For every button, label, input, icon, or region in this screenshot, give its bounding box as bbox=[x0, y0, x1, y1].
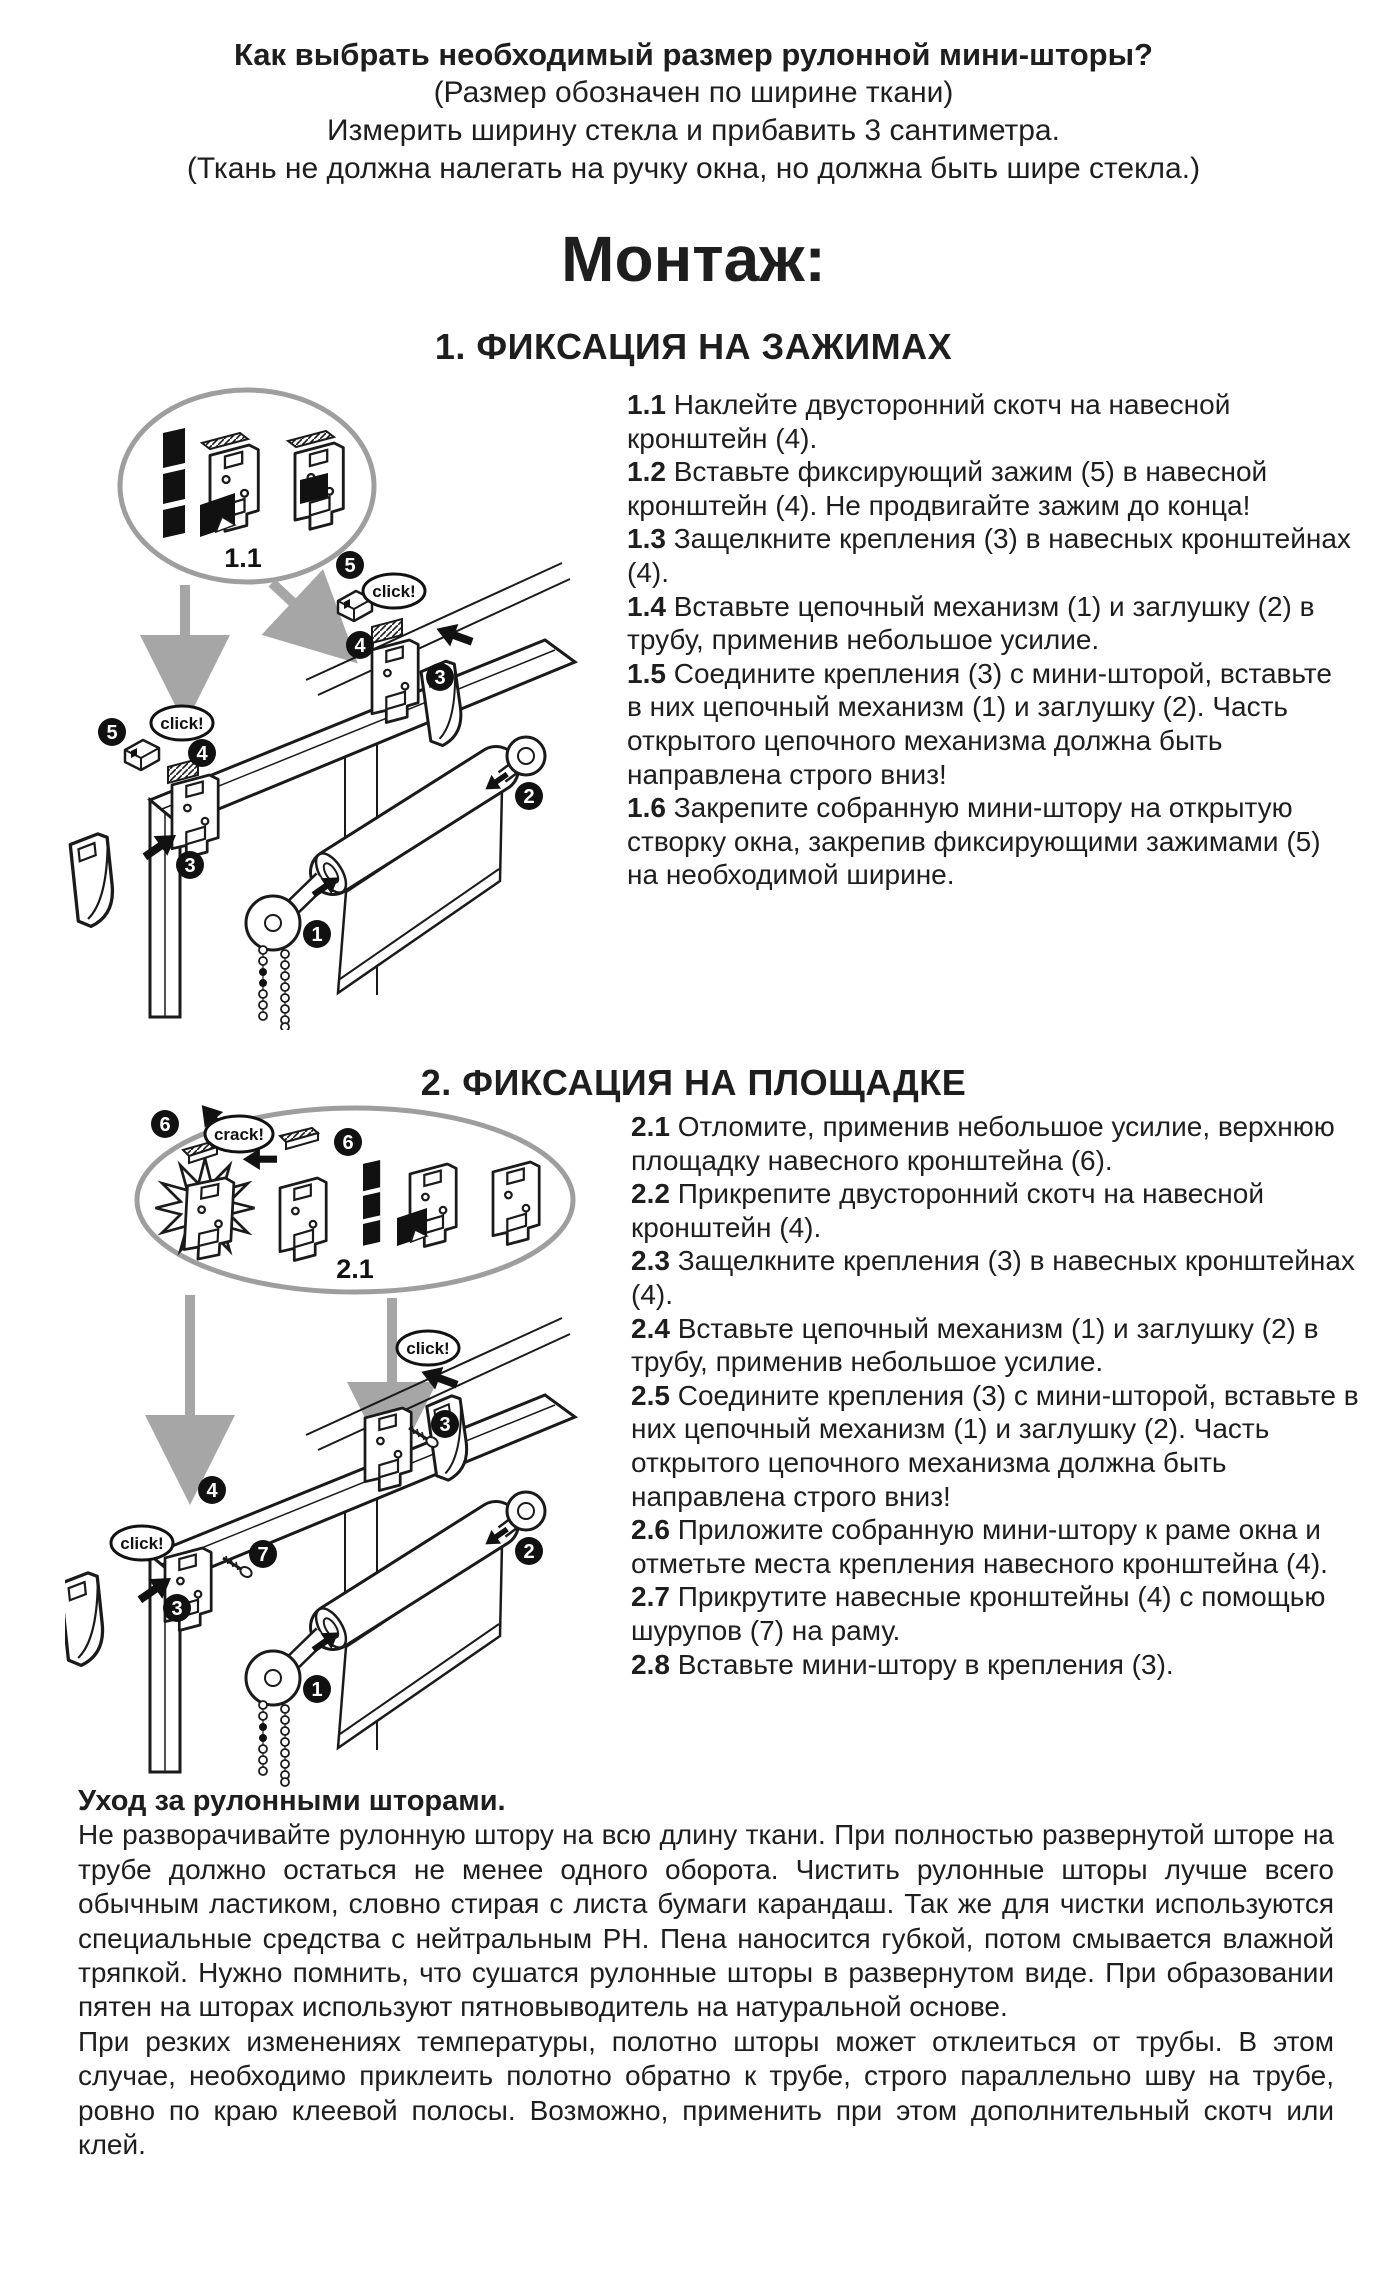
care-paragraph-2: При резких изменениях температуры, полотно шторы может отклеиться от трубы. В этом случае, необходимо приклеить полотно обратно к трубе, строго параллельно шву на трубе, ровно по краю клеевой полосы. Возможно, применить при этом дополнительный скотч или клей. bbox=[78, 2025, 1334, 2161]
pointer-arrow-diagonal bbox=[272, 583, 336, 643]
bead-chain-icon bbox=[259, 1701, 289, 1786]
callout-4 bbox=[198, 1476, 226, 1504]
section2-heading: 2. ФИКСАЦИЯ НА ПЛОЩАДКЕ bbox=[420, 1062, 967, 1103]
step-1-2: 1.2 Вставьте фиксирующий зажим (5) в навесной кронштейн (4). Не продвигайте зажим до конца! bbox=[627, 456, 1268, 521]
step-1-6: 1.6 Закрепите собранную мини-штору на открытую створку окна, закрепив фиксирующими зажимами (5) на необходимой ширине. bbox=[627, 792, 1321, 891]
svg-text:6: 6 bbox=[342, 1132, 354, 1154]
crack-bubble bbox=[205, 1116, 273, 1152]
push-arrow-icon bbox=[432, 617, 476, 653]
hanging-bracket-icon bbox=[172, 775, 218, 858]
step-2-7: 2.7 Прикрутите навесные кронштейны (4) с помощью шурупов (7) на раму. bbox=[631, 1581, 1326, 1646]
click-bubble bbox=[397, 1331, 459, 1365]
svg-text:6: 6 bbox=[159, 1114, 171, 1136]
svg-text:4: 4 bbox=[206, 1480, 218, 1502]
svg-text:4: 4 bbox=[196, 743, 208, 765]
callout-1 bbox=[303, 920, 331, 948]
svg-text:click!: click! bbox=[406, 1339, 450, 1358]
side-cap-icon bbox=[65, 1572, 106, 1667]
diagram-fixation-clamps bbox=[50, 385, 595, 1030]
callout-3 bbox=[426, 663, 454, 691]
fixing-clip-icon bbox=[125, 740, 159, 770]
step-1-3: 1.3 Защелкните крепления (3) в навесных кронштейнах (4). bbox=[627, 523, 1351, 588]
step-2-6: 2.6 Приложите собранную мини-штору к раме окна и отметьте места крепления навесного кронштейна (4). bbox=[631, 1514, 1328, 1579]
click-bubble bbox=[151, 706, 213, 740]
side-cap-icon bbox=[69, 833, 116, 928]
section2-steps bbox=[631, 1110, 1359, 1681]
svg-text:4: 4 bbox=[354, 635, 366, 657]
callout-6 bbox=[334, 1128, 362, 1156]
svg-text:3: 3 bbox=[184, 855, 196, 877]
step-1-4: 1.4 Вставьте цепочный механизм (1) и заглушку (2) в трубу, применив небольшое усилие. bbox=[627, 590, 1315, 656]
svg-text:7: 7 bbox=[257, 1544, 269, 1566]
screw-icon bbox=[223, 1556, 253, 1579]
callout-2 bbox=[515, 782, 543, 810]
header-subtitle-3: (Ткань не должна налегать на ручку окна, но должна быть шире стекла.) bbox=[186, 152, 1201, 185]
care-heading: Уход за рулонными шторами. bbox=[78, 1785, 506, 1817]
care-paragraph-1: Не разворачивайте рулонную штору на всю длину ткани. При полностью развернутой шторе на трубе должно остаться не менее одного оборота. Чистить рулонные шторы лучше всего обычным ластиком, словно стирая с листа бумаги карандаш. Так же для чистки используются специальные средства с нейтральным PH. Пена наносится губкой, потом смывается влажной тряпкой. Нужно помнить, что сушатся рулонные шторы в развернутом виде. При образовании пятен на шторах используют пятновыводитель на натуральной основе. bbox=[78, 1819, 1334, 2023]
svg-text:5: 5 bbox=[344, 555, 356, 577]
header-subtitle-1: (Размер обозначен по ширине ткани) bbox=[433, 76, 954, 109]
svg-text:3: 3 bbox=[434, 667, 446, 689]
svg-text:1: 1 bbox=[311, 924, 323, 946]
svg-text:1: 1 bbox=[311, 1679, 323, 1701]
step-2-3: 2.3 Защелкните крепления (3) в навесных кронштейнах (4). bbox=[631, 1245, 1355, 1310]
lower-bracket-cluster bbox=[69, 706, 218, 928]
inset-label-2-1: 2.1 bbox=[336, 1254, 374, 1284]
callout-1 bbox=[303, 1675, 331, 1703]
callout-4 bbox=[346, 631, 374, 659]
inset-detail-ellipse bbox=[120, 390, 374, 582]
tape-strip-icon bbox=[363, 1160, 380, 1246]
step-1-1: 1.1 Наклейте двусторонний скотч на навесной кронштейн (4). bbox=[627, 389, 1231, 454]
svg-text:2: 2 bbox=[523, 786, 535, 808]
svg-text:2: 2 bbox=[523, 1541, 535, 1563]
callout-5 bbox=[98, 718, 126, 746]
svg-text:click!: click! bbox=[160, 714, 204, 733]
step-2-2: 2.2 Прикрепите двусторонний скотч на навесной кронштейн (4). bbox=[631, 1178, 1264, 1243]
inset-detail-ellipse bbox=[137, 1097, 573, 1292]
callout-3 bbox=[163, 1594, 191, 1622]
header-block bbox=[0, 36, 1387, 188]
roller-blind bbox=[310, 1524, 502, 1748]
callout-3 bbox=[176, 851, 204, 879]
roller-blind bbox=[310, 769, 502, 993]
svg-text:crack!: crack! bbox=[213, 1125, 265, 1144]
inset-label-1-1: 1.1 bbox=[224, 543, 262, 573]
tape-strip-icon bbox=[163, 428, 185, 538]
tape-pad-icon bbox=[372, 619, 402, 643]
section1-heading: 1. ФИКСАЦИЯ НА ЗАЖИМАХ bbox=[434, 326, 953, 367]
svg-text:click!: click! bbox=[120, 1534, 164, 1553]
callout-4 bbox=[188, 739, 216, 767]
main-title: Монтаж: bbox=[561, 223, 826, 295]
section1-steps bbox=[627, 388, 1351, 892]
svg-text:click!: click! bbox=[372, 582, 416, 601]
svg-text:5: 5 bbox=[106, 722, 118, 744]
diagram-fixation-platform bbox=[65, 1090, 610, 1790]
svg-text:3: 3 bbox=[171, 1598, 183, 1620]
bead-chain-icon bbox=[259, 946, 289, 1030]
care-section bbox=[78, 1784, 1334, 2162]
callout-2 bbox=[515, 1537, 543, 1565]
callout-6 bbox=[151, 1110, 179, 1138]
step-2-8: 2.8 Вставьте мини-штору в крепления (3). bbox=[631, 1648, 1174, 1680]
click-bubble bbox=[111, 1526, 173, 1560]
page-title: Как выбрать необходимый размер рулонной мини-шторы? bbox=[234, 37, 1153, 72]
step-1-5: 1.5 Соедините крепления (3) с мини-шторой, вставьте в них цепочный механизм (1) и заглушку (2). Часть открытого цепочного механизма должна быть направлена строго вниз! bbox=[627, 657, 1332, 790]
step-2-4: 2.4 Вставьте цепочный механизм (1) и заглушку (2) в трубу, применив небольшое усилие. bbox=[631, 1312, 1319, 1378]
callout-5 bbox=[336, 551, 364, 579]
svg-text:3: 3 bbox=[439, 1414, 451, 1436]
callout-3 bbox=[431, 1410, 459, 1438]
click-bubble bbox=[363, 574, 425, 608]
callout-7 bbox=[249, 1540, 277, 1568]
header-subtitle-2: Измерить ширину стекла и прибавить 3 сантиметра. bbox=[327, 114, 1060, 147]
step-2-1: 2.1 Отломите, применив небольшое усилие, верхнюю площадку навесного кронштейна (6). bbox=[631, 1111, 1335, 1176]
step-2-5: 2.5 Соедините крепления (3) с мини-шторой, вставьте в них цепочный механизм (1) и заглушку (2). Часть открытого цепочного механизма должна быть направлена строго вниз! bbox=[631, 1379, 1359, 1512]
